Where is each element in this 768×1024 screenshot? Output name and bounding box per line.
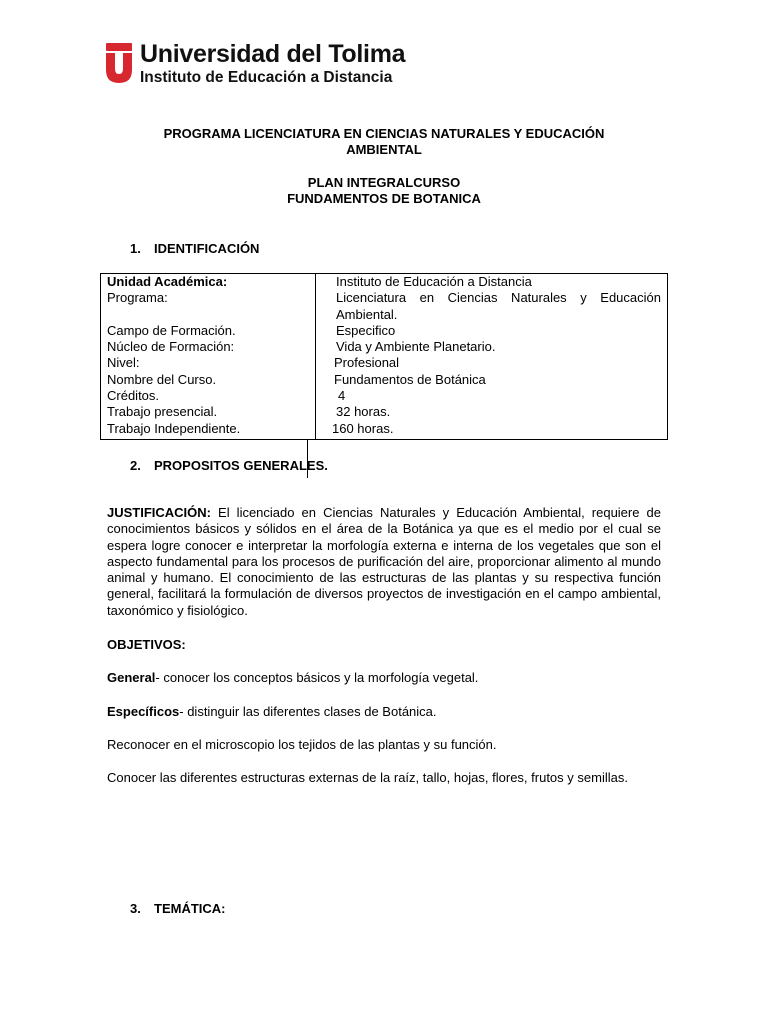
institute-name: Instituto de Educación a Distancia bbox=[140, 69, 393, 86]
university-name: Universidad del Tolima bbox=[140, 40, 406, 68]
section-purposes-heading: 2. PROPOSITOS GENERALES. bbox=[130, 458, 328, 473]
section-identification-heading: 1. IDENTIFICACIÓN bbox=[130, 241, 260, 256]
objectives-heading: OBJETIVOS: bbox=[107, 637, 186, 652]
ut-logo-icon bbox=[106, 43, 132, 83]
section-thematic-heading: 3. TEMÁTICA: bbox=[130, 901, 226, 916]
identification-table bbox=[100, 273, 668, 440]
objective-specific: Específicos- distinguir las diferentes clases de Botánica. bbox=[107, 704, 437, 719]
justification-paragraph: JUSTIFICACIÓN: El licenciado en Ciencias Naturales y Educación Ambiental, requiere de conocimientos básicos y sólidos en el área de la Botánica ya que es el medio por el cual se espera logre conocer e interpretar la morfología externa e interna de los vegetales que son el aspecto fundamental para los procesos de purificación del aire, proporcionar alimento al mundo animal y humano. El conocimiento de las estructuras de las plantas y su respectiva función general, facilitará la formulación de diversos proyectos de investigación en el campo ambiental, taxonómico y fisiológico. bbox=[107, 505, 661, 618]
identification-values: Instituto de Educación a Distancia Licenciatura en Ciencias Naturales y Educación Ambiental. Especifico Vida y Ambiente Planetario. Profesional Fundamentos de Botánica 4 32 horas. 160 horas. bbox=[332, 274, 661, 436]
objective-item: Conocer las diferentes estructuras externas de la raíz, tallo, hojas, flores, frutos y semillas. bbox=[107, 770, 628, 785]
program-title: PROGRAMA LICENCIATURA EN CIENCIAS NATURALES Y EDUCACIÓN AMBIENTAL bbox=[163, 126, 605, 157]
identification-labels: Unidad Académica: Programa: Campo de Formación. Núcleo de Formación: Nivel: Nombre del Curso. Créditos. Trabajo presencial. Trabajo Independiente. bbox=[101, 274, 316, 440]
plan-title: PLAN INTEGRALCURSO FUNDAMENTOS DE BOTANICA bbox=[287, 175, 481, 206]
objective-general: General- conocer los conceptos básicos y la morfología vegetal. bbox=[107, 670, 479, 685]
objective-item: Reconocer en el microscopio los tejidos de las plantas y su función. bbox=[107, 737, 497, 752]
